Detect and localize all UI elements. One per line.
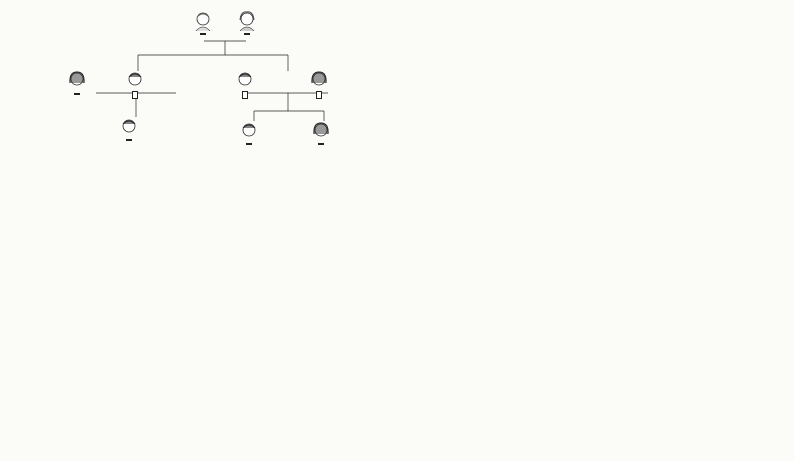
label-qin-yi-job bbox=[74, 93, 80, 95]
old-woman-icon bbox=[238, 11, 256, 31]
label-lin-quan bbox=[126, 139, 132, 141]
label-lin-hua bbox=[200, 33, 206, 35]
man-icon bbox=[236, 71, 254, 91]
woman-icon bbox=[68, 71, 86, 91]
right-page bbox=[401, 0, 794, 461]
person-lin-zhao bbox=[126, 71, 144, 99]
person-qin-yi bbox=[68, 71, 86, 97]
family-tree bbox=[28, 11, 392, 159]
old-man-icon bbox=[194, 11, 212, 31]
person-lin-li bbox=[312, 121, 330, 147]
man-icon bbox=[126, 71, 144, 91]
person-zhang-li bbox=[238, 11, 256, 37]
person-lin-yang bbox=[240, 121, 258, 147]
person-lin-quan bbox=[120, 117, 138, 143]
person-lin-hua bbox=[194, 11, 212, 37]
boy-icon bbox=[240, 121, 258, 141]
boy-icon bbox=[120, 117, 138, 137]
person-lin-zhe bbox=[236, 71, 254, 99]
label-lin-li bbox=[318, 143, 324, 145]
label-wang-xue bbox=[316, 91, 322, 99]
label-lin-zhe bbox=[242, 91, 248, 99]
woman-icon bbox=[310, 71, 328, 91]
person-wang-xue bbox=[310, 71, 328, 99]
girl-icon bbox=[312, 121, 330, 141]
label-lin-zhao bbox=[132, 91, 138, 99]
label-lin-yang bbox=[246, 143, 252, 145]
label-zhang-li bbox=[244, 33, 250, 35]
